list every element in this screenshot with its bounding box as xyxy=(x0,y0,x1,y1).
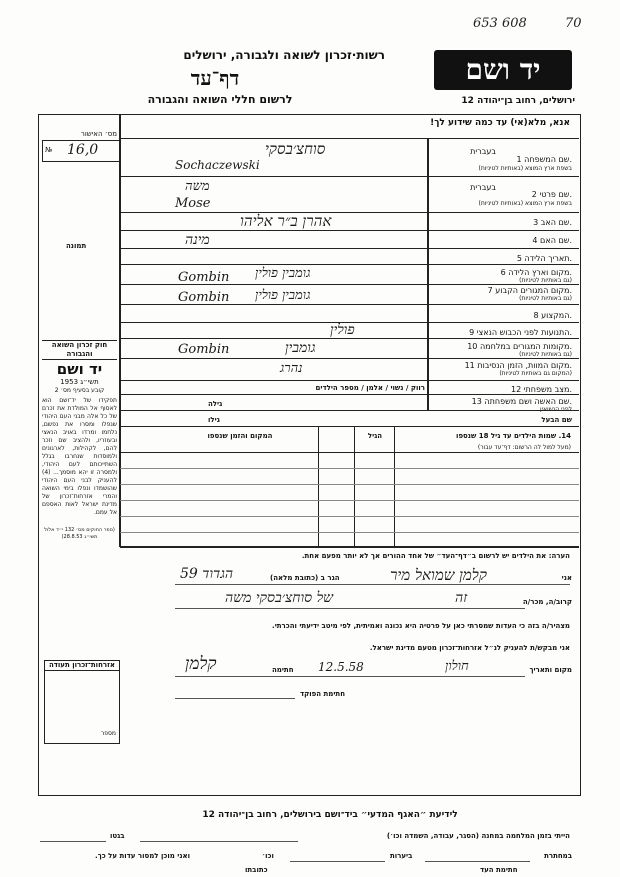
instruction-text: אנא, מלא(אי) עד כמה שידוע לך! xyxy=(430,118,570,128)
row-line xyxy=(120,410,579,411)
date-value: 12.5.58 xyxy=(318,660,364,674)
field-1-label: שם המשפחה 1. xyxy=(516,155,572,164)
field-10-latin-value: Gombin xyxy=(178,342,230,357)
page-number: 70 xyxy=(565,16,582,31)
field-6-latin-value: Gombin xyxy=(178,270,230,285)
field-4-value: מינה xyxy=(185,232,210,248)
children-row xyxy=(120,532,579,533)
field-1-hebrew-tag: בעברית xyxy=(470,147,496,156)
children-sub: (מעל למול לה הרשום: דף־עד עבור) xyxy=(477,444,571,451)
wife-age-label: גילה xyxy=(208,400,223,408)
field-7-sub: (גם באותיות לטיניות) xyxy=(519,295,572,302)
field-13-label: שם האשה ושם משפחתה 13. xyxy=(471,397,572,406)
bottom-line2-end: ואני מוכן למסור עדות על כך. xyxy=(95,852,190,860)
yad-vashem-logo xyxy=(434,50,572,90)
place-line xyxy=(175,676,525,677)
children-note: הערה: את הילדים יש לרשום ב״דף־העד״ של אחד ההורים אך לא יותר מפעם אחת. xyxy=(301,552,570,560)
children-col-place: המקום והזמן שנספו xyxy=(207,432,273,440)
archive-reference: 653 608 xyxy=(473,16,527,31)
bottom-line1: הייתי בזמן המלחמה במחנה (הסגר, עבודה, השמדה וכו׳) xyxy=(386,832,570,840)
bottom-line2-rule xyxy=(290,861,385,862)
children-row xyxy=(120,484,579,485)
signature-label: חתימה xyxy=(272,666,294,674)
left-column-border xyxy=(119,114,121,547)
field-10-label: מקומות המגורים במלחמה 10. xyxy=(467,342,572,351)
row-line xyxy=(120,394,579,395)
row-line xyxy=(120,380,579,381)
row-line xyxy=(120,358,579,359)
field-1-latin-value: Sochaczewski xyxy=(175,158,260,172)
field-10-sub: (גם באותיות לטיניות) xyxy=(519,351,572,358)
row-line xyxy=(120,176,579,177)
label-column-border xyxy=(427,138,429,410)
marital-options: רווק / נשוי / אלמן / מספר הילדים xyxy=(315,384,425,392)
citizenship-box xyxy=(44,660,120,744)
law-source: (ספר החוקים מס׳ 132 י״ד אלול תשי״ג 28.8.53) xyxy=(44,527,115,540)
official-line xyxy=(175,698,295,699)
field-2-sub: בשפת ארץ המוצא (באותיות לטיניות) xyxy=(478,200,572,207)
field-2-latin-value: Mose xyxy=(175,196,211,211)
form-number-value: 16,0 xyxy=(67,142,99,158)
field-2-label: שם פרטי 2. xyxy=(531,190,572,199)
husband-age-label: גילו xyxy=(208,416,220,424)
children-row xyxy=(120,516,579,517)
field-7-label: מקום המגורים הקבוע 7. xyxy=(487,286,572,295)
row-line xyxy=(120,426,579,427)
law-box xyxy=(42,340,117,550)
declarant-i-label: אני xyxy=(561,574,572,582)
law-org: יד ושם xyxy=(56,360,103,378)
official-signature-label: חתימת הפוקד xyxy=(300,690,346,698)
law-text: תפקידו של יד־ושם הוא לאסוף אל המולדת את זכרם של כל אלה מבני העם היהודי שנפלו ומסרו את נפשם, נלחמו ומרדו באויב הנאצי ובעוזריו, ולהציב שם וזכר להם, לקהילות, לארגונים ולמוסדות שנחרבו בגלל השתייכותם לעם היהודי, ולמסרה זו יהא מוסמך... (4) להעניק לבני העם היהודי שהושמדו ונפלו בימי השואה והמרי אזרחות־זכרון של מדינת ישראל לאות האספם אל עמם. xyxy=(42,397,117,516)
row-line xyxy=(120,230,579,231)
form-title: דף־עד xyxy=(190,66,240,90)
field-11-sub: (המקום גם באותיות לטיניות) xyxy=(499,370,572,377)
bottom-line1-rule xyxy=(140,841,298,842)
bottom-line1-rule xyxy=(40,841,106,842)
field-8-label: המקצוע 8. xyxy=(533,311,572,320)
form-number-prefix: № xyxy=(45,146,53,154)
children-table-border xyxy=(120,452,579,453)
law-clause: קובע בסעיף מס׳ 2 xyxy=(54,387,105,394)
request-text: אני מבקש/ת להעניק לנ״ל אזרחות־זכרון מטעם מדינת ישראל. xyxy=(369,644,570,652)
bottom-line2-start: במחתרת xyxy=(544,852,572,860)
declaration-text: מצהיר/ה בזה כי העדות שמסרתי כאן על פרטיה היא נכונה ואמיתית, לפי מיטב ידיעתי והכרתי. xyxy=(272,622,570,630)
declarant-name: קלמן שמואל מיר xyxy=(390,566,487,584)
children-col-age: הגיל xyxy=(367,432,383,440)
bottom-line3-start: חתימת העד xyxy=(480,866,518,874)
citizenship-title: אזרחות־זכרון תעודה xyxy=(45,661,119,671)
field-11-label: מקום המוות, הזמן הנסיבות 11. xyxy=(464,361,572,370)
field-7-value: גומבין פולין xyxy=(255,288,311,303)
field-5-label: תאריך הלידה 5. xyxy=(516,254,572,263)
field-2-hebrew-value: משה xyxy=(185,179,210,194)
field-4-label: שם האם 4. xyxy=(532,236,572,245)
row-line xyxy=(120,212,579,213)
bottom-line3-end: כתובתו xyxy=(245,866,268,874)
row-line xyxy=(119,138,579,139)
field-1-sub: בשפת ארץ המוצא (באותיות לטיניות) xyxy=(478,165,572,172)
field-7-latin-value: Gombin xyxy=(178,290,230,305)
law-title: חוק זכרון השואה והגבורה xyxy=(42,340,117,360)
bottom-line2-rule xyxy=(425,861,530,862)
children-row xyxy=(120,500,579,501)
declarant-address: הגדוד 59 xyxy=(180,566,234,582)
field-3-label: שם האב 3. xyxy=(533,218,572,227)
form-purpose: לרשום חללי השואה והגבורה xyxy=(147,93,293,106)
children-table-bottom xyxy=(120,546,579,548)
relation-label: קרוב/ה, מכר/ה xyxy=(522,598,572,606)
bottom-line2-mid2: וכו׳ xyxy=(262,852,274,860)
field-6-label: מקום וארץ הלידה 6. xyxy=(500,268,572,277)
field-2-hebrew-tag: בעברית xyxy=(470,183,496,192)
field-1-hebrew-value: סוחצ׳בסקי xyxy=(265,140,326,158)
place-date-label: מקום ותאריך xyxy=(529,666,572,674)
declarant-line xyxy=(175,584,570,585)
form-number-label: מס׳ האישור xyxy=(80,130,117,138)
bottom-line2-mid: ביערות xyxy=(390,852,413,860)
logo-text: יד ושם xyxy=(465,53,541,86)
signature-value: קלמן xyxy=(185,654,217,674)
bottom-title: לידיעת ״האגף המדעי״ ביד־ושם בירושלים, רחוב בן־יהודה 12 xyxy=(202,810,458,820)
bottom-line1-end: בגטו xyxy=(110,832,125,840)
field-6-value: גומבין פולין xyxy=(255,266,311,281)
row-line xyxy=(120,264,579,265)
law-years: תשי״ג 1953 xyxy=(60,378,99,386)
children-label: 14. שמות הילדים עד גיל 18 שנספו xyxy=(456,432,571,440)
children-row xyxy=(120,468,579,469)
citizenship-number-label: מספר xyxy=(100,730,116,737)
field-12-label: מצב משפחתי 12. xyxy=(511,385,572,394)
field-6-sub: (גם באותיות לטיניות) xyxy=(519,277,572,284)
children-col-divider xyxy=(354,426,355,546)
husband-label: שם הבעל xyxy=(541,416,572,424)
children-col-divider xyxy=(318,426,319,546)
relation-value: של סוחצ׳בסקי משה xyxy=(225,590,334,606)
field-9-label: התנועות לפני הכבוש הנאצי 9. xyxy=(469,328,572,337)
children-col-divider xyxy=(394,426,395,546)
field-10-value: גומבין xyxy=(285,340,316,356)
field-9-value: פולין xyxy=(330,322,355,338)
place-value: חולון xyxy=(445,659,469,674)
photo-label: תמונה xyxy=(66,242,87,250)
header-address: ירושלים, רחוב בן־יהודה 12 xyxy=(461,96,575,106)
authority-name: רשות·זכרון לשואה ולגבורה, ירושלים xyxy=(183,48,385,62)
relation-prefix: זה xyxy=(455,590,468,606)
field-3-value: אהרן ב״ר אליהו xyxy=(240,212,332,230)
relation-line xyxy=(175,608,525,609)
photo-placeholder xyxy=(42,165,118,335)
declarant-address-label: הגר ב (כתובת מלאה) xyxy=(270,574,340,582)
field-11-value: נהרג xyxy=(280,361,303,376)
form-number-box xyxy=(42,130,120,162)
